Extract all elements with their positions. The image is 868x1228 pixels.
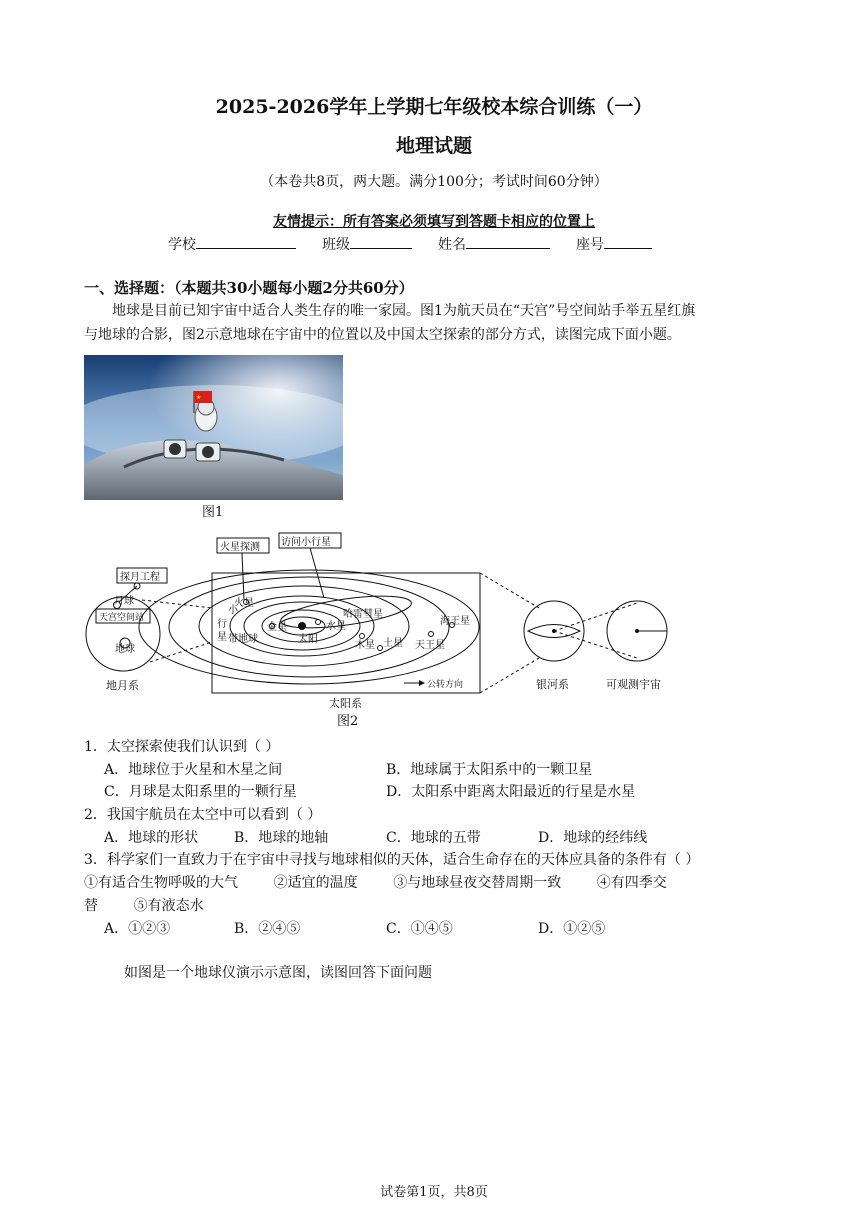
- label-mars-planet: 火星: [234, 598, 254, 609]
- question-1-option-a[interactable]: A．地球位于火星和木星之间: [104, 762, 283, 778]
- label-earth: 地球: [115, 644, 135, 655]
- question-1-option-c[interactable]: C．月球是太阳系里的一颗行星: [104, 784, 297, 800]
- field-name-label: 姓名: [438, 237, 466, 253]
- exam-note: （本卷共8页，两大题。满分100分；考试时间60分钟）: [260, 174, 608, 190]
- question-3-conditions-line: ①有适合生物呼吸的大气 ②适宜的温度 ③与地球昼夜交替周期一致 ④有四季交: [84, 875, 667, 891]
- question-3-conditions-line-2: 替 ⑤有液态水: [84, 898, 204, 914]
- label-earth-planet: 地球: [238, 634, 258, 645]
- question-2-option-a[interactable]: A．地球的形状: [104, 830, 199, 846]
- figure2-caption: 图2: [337, 714, 359, 729]
- question-1-stem: 1．太空探索使我们认识到（ ）: [84, 739, 280, 755]
- field-school-label: 学校: [168, 237, 196, 253]
- question-3-option-b[interactable]: B．②④⑤: [234, 921, 301, 937]
- field-seat-input[interactable]: [604, 234, 652, 249]
- question-3-option-c[interactable]: C．①④⑤: [386, 921, 453, 937]
- next-section-intro: 如图是一个地球仪演示示意图，读图回答下面问题: [124, 965, 432, 981]
- label-neptune: 海王星: [440, 616, 470, 627]
- label-jupiter: 木星: [355, 640, 375, 651]
- label-sun: 太阳: [298, 634, 318, 645]
- question-2-option-c[interactable]: C．地球的五带: [386, 830, 481, 846]
- label-lunar-project: 探月工程: [120, 572, 160, 583]
- label-universe: 可观测宇宙: [606, 678, 661, 691]
- svg-text:★: ★: [196, 394, 202, 401]
- label-mercury: 水星: [326, 621, 346, 632]
- label-belt-char: 带: [228, 634, 238, 645]
- field-class-input[interactable]: [350, 234, 412, 249]
- figure1-photo: [84, 355, 343, 500]
- question-2-option-d[interactable]: D．地球的经纬线: [538, 830, 648, 846]
- label-solar-system: 太阳系: [329, 697, 362, 710]
- field-school-input[interactable]: [196, 234, 296, 249]
- question-2-stem: 2．我国宇航员在太空中可以看到（ ）: [84, 807, 322, 823]
- student-info-fields: [168, 234, 652, 254]
- label-milky-way: 银河系: [536, 678, 569, 691]
- question-3-option-a[interactable]: A．①②③: [104, 921, 171, 937]
- field-name-input[interactable]: [466, 234, 550, 249]
- label-small: 小: [228, 605, 238, 616]
- label-revolution: 公转方向: [427, 680, 464, 690]
- label-asteroid-visit: 访问小行星: [281, 537, 331, 548]
- field-class-label: 班级: [322, 237, 350, 253]
- field-seat-label: 座号: [576, 237, 604, 253]
- exam-title: 2025-2026学年上学期七年级校本综合训练（一）: [215, 96, 653, 118]
- question-3-option-d[interactable]: D．①②⑤: [538, 921, 606, 937]
- label-venus: 金星: [267, 622, 287, 633]
- question-3-stem: 3．科学家们一直致力于在宇宙中寻找与地球相似的天体，适合生命存在的天体应具备的条件有（ ）: [84, 852, 700, 868]
- label-mars-probe: 火星探测: [220, 542, 260, 553]
- label-star-char: 星: [217, 632, 227, 643]
- figure2-diagram: [84, 530, 684, 710]
- label-planet-char: 行: [217, 619, 227, 630]
- exam-subtitle: 地理试题: [395, 135, 472, 157]
- label-earth-moon-system: 地月系: [106, 679, 139, 692]
- intro-line-2: 与地球的合影，图2示意地球在宇宙中的位置以及中国太空探索的部分方式，读图完成下面小题。: [84, 327, 681, 343]
- question-1-option-d[interactable]: D．太阳系中距离太阳最近的行星是水星: [386, 784, 636, 800]
- question-1-option-b[interactable]: B．地球属于太阳系中的一颗卫星: [386, 762, 593, 778]
- intro-line-1: 地球是目前已知宇宙中适合人类生存的唯一家园。图1为航天员在“天宫”号空间站手举五星红旗: [112, 303, 696, 319]
- question-2-option-b[interactable]: B．地球的地轴: [234, 830, 329, 846]
- label-saturn: 土星: [383, 638, 403, 649]
- section-title: 一、选择题：（本题共30小题每小题2分共60分）: [84, 279, 414, 297]
- figure1-caption: 图1: [202, 505, 224, 520]
- label-uranus: 天王星: [415, 640, 445, 651]
- label-comet: 哈雷彗星: [343, 609, 383, 620]
- page-footer: 试卷第1页，共8页: [380, 1185, 488, 1200]
- exam-tip: 友情提示：所有答案必须填写到答题卡相应的位置上: [273, 214, 595, 230]
- label-moon: 月球: [114, 596, 134, 607]
- label-space-station: 天宫空间站: [99, 613, 145, 623]
